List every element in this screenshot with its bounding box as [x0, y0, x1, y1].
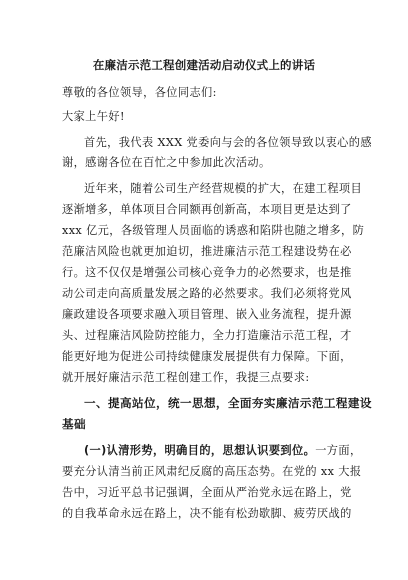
paragraph-line: 能更好地为促进公司持续健康发展提供有力保障。下面，	[62, 350, 352, 363]
salutation: 尊敬的各位领导，各位同志们:	[62, 86, 217, 99]
subsection-text: 一方面，	[315, 444, 362, 457]
paragraph-line: 要充分认清当前正风肃纪反腐的高压态势。在党的 xx 大报	[62, 465, 362, 478]
paragraph-line: 就开展好廉洁示范工程创建工作，我提三点要求:	[62, 371, 310, 384]
paragraph-line: 近年来，随着公司生产经营规模的扩大，在建工程项目	[84, 182, 363, 195]
section-heading: 基础	[62, 417, 86, 431]
paragraph-line: 首先，我代表 XXX 党委向与会的各位领导致以衷心的感	[84, 136, 372, 149]
document-title: 在廉洁示范工程创建活动启动仪式上的讲话	[92, 58, 316, 72]
paragraph-line: 谢，感谢各位在百忙之中参加此次活动。	[62, 156, 271, 169]
paragraph-line: 逐渐增多，单体项目合同额再创新高，本项目更是达到了	[62, 203, 352, 216]
paragraph-line: 的自我革命永远在路上，决不能有松劲歇脚、疲劳厌战的	[62, 507, 352, 520]
section-heading: 一、提高站位，统一思想，全面夯实廉洁示范工程建设	[84, 396, 372, 410]
paragraph-line: 告中，习近平总书记强调，全面从严治党永远在路上，党	[62, 486, 352, 499]
paragraph-line: 范廉洁风险也就更加迫切，推进廉洁示范工程建设势在必	[62, 245, 352, 258]
paragraph-line: 动公司走向高质量发展之路的必然要求。我们必须将党风	[62, 287, 352, 300]
greeting: 大家上午好!	[62, 110, 125, 123]
paragraph-line: 行。这不仅仅是增强公司核心竞争力的必然要求，也是推	[62, 266, 352, 279]
subsection-line	[84, 442, 362, 458]
paragraph-line: 头、过程廉洁风险防控能力，全力打造廉洁示范工程，才	[62, 329, 352, 342]
subsection-heading: (一)认清形势，明确目的，思想认识要到位。	[84, 444, 316, 457]
paragraph-line: 廉政建设各项要求融入项目管理、嵌入业务流程，提升源	[62, 308, 352, 321]
paragraph-line: xxx 亿元，各级管理人员面临的诱惑和陷阱也随之增多，防	[62, 224, 365, 237]
